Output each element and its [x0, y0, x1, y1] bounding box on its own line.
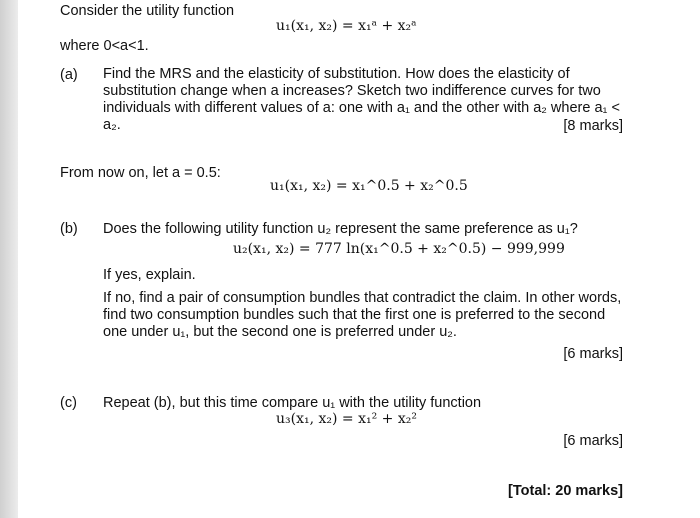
- part-b-question: Does the following utility function u₂ represent the same preference as u₁?: [103, 221, 578, 237]
- total-marks: [Total: 20 marks]: [508, 483, 623, 499]
- from-now-text: From now on, let a = 0.5:: [60, 165, 221, 181]
- from-now-equation: u₁(x₁, x₂) = x₁^0.5 + x₂^0.5: [270, 178, 468, 194]
- left-margin-strip: [0, 0, 18, 518]
- intro-equation: u₁(x₁, x₂) = x₁ᵃ + x₂ᵃ: [276, 18, 417, 34]
- intro-where: where 0<a<1.: [60, 38, 149, 54]
- part-b-if-no: If no, find a pair of consumption bundles that contradict the claim. In other words, find two consumption bundles such that the first one is preferred to the second one under u₁, but the second one is preferred under u₂.: [103, 290, 622, 340]
- part-c-equation: u₃(x₁, x₂) = x₁² + x₂²: [276, 411, 417, 427]
- part-b-marks: [6 marks]: [563, 346, 623, 362]
- part-b-label: (b): [60, 221, 78, 237]
- part-a-marks: [8 marks]: [563, 118, 623, 134]
- part-c-text: Repeat (b), but this time compare u₁ with the utility function: [103, 395, 482, 411]
- part-a-label: (a): [60, 67, 78, 83]
- part-b-equation: u₂(x₁, x₂) = 777 ln(x₁^0.5 + x₂^0.5) − 999,999: [233, 241, 565, 257]
- part-a-text: Find the MRS and the elasticity of substitution. How does the elasticity of substitution change when a increases? Sketch two indifference curves for two individuals with different values of a: one with a₁ and the other with a₂ where a₁ < a₂.: [103, 66, 620, 133]
- part-c-label: (c): [60, 395, 77, 411]
- part-b-if-yes: If yes, explain.: [103, 267, 196, 283]
- intro-line: Consider the utility function: [60, 3, 235, 19]
- part-c-marks: [6 marks]: [563, 433, 623, 449]
